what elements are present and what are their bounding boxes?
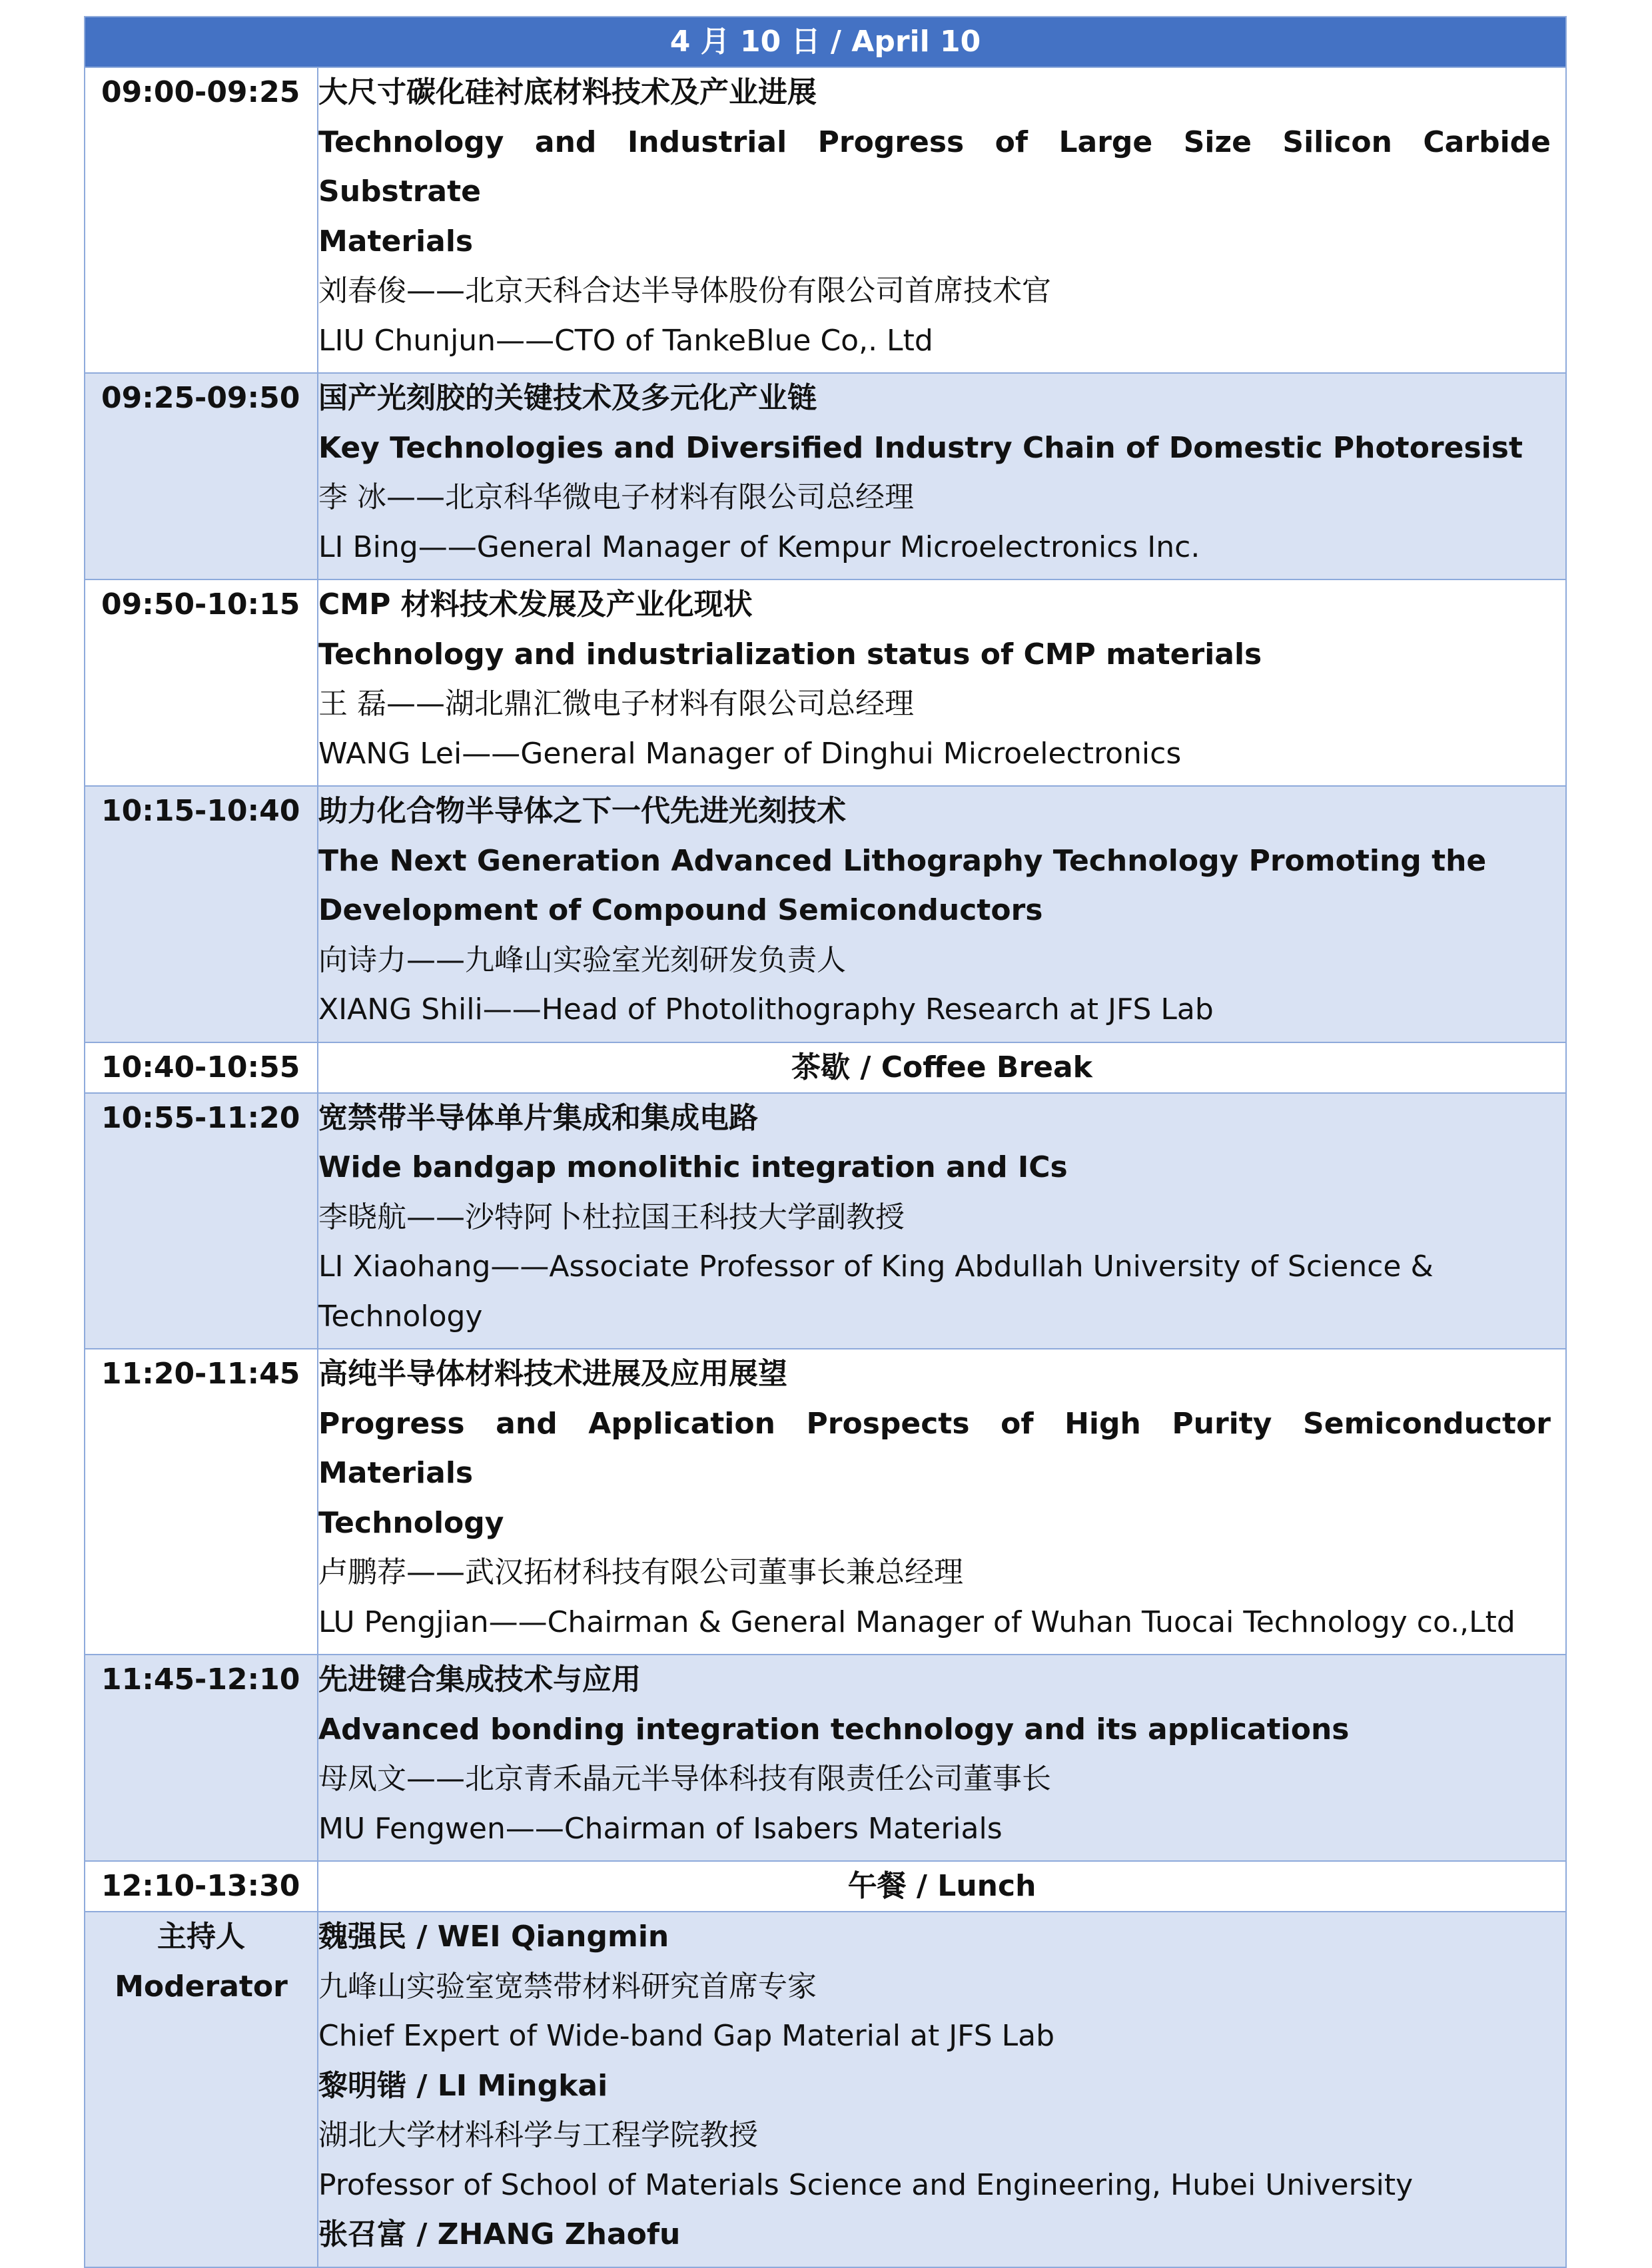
session-title-en: Wide bandgap monolithic integration and ICs <box>318 1150 1068 1184</box>
session-content <box>318 1349 1566 1655</box>
break-time: 10:40-10:55 <box>85 1042 318 1093</box>
session-title-cn: 国产光刻胶的关键技术及多元化产业链 <box>318 381 817 415</box>
moderator-title-en: Professor of School of Materials Science and Engineering, Hubei University <box>318 2167 1414 2202</box>
session-title-en: Progress and Application Prospects of High Purity Semiconductor Materials <box>318 1406 1551 1490</box>
session-title-en-cont: Development of Compound Semiconductors <box>318 893 1043 927</box>
session-row <box>85 373 1566 579</box>
session-title-en: Advanced bonding integration technology and its applications <box>318 1712 1350 1746</box>
session-title-en: Technology and industrialization status of CMP materials <box>318 637 1262 671</box>
agenda-table <box>84 16 1567 2268</box>
session-time: 09:25-09:50 <box>85 373 318 579</box>
session-time: 09:00-09:25 <box>85 67 318 373</box>
break-row <box>85 1861 1566 1912</box>
moderator-label-en: Moderator <box>115 1969 288 2004</box>
speaker-en: XIANG Shili——Head of Photolithography Research at JFS Lab <box>318 992 1214 1026</box>
session-title-cn: 助力化合物半导体之下一代先进光刻技术 <box>318 794 846 828</box>
speaker-cn: 刘春俊——北京天科合达半导体股份有限公司首席技术官 <box>318 274 1051 308</box>
session-title-cn: 宽禁带半导体单片集成和集成电路 <box>318 1100 758 1135</box>
speaker-en: LU Pengjian——Chairman & General Manager of Wuhan Tuocai Technology co.,Ltd <box>318 1605 1515 1639</box>
session-row <box>85 67 1566 373</box>
moderator-row <box>85 1912 1566 2267</box>
speaker-cn: 李晓航——沙特阿卜杜拉国王科技大学副教授 <box>318 1200 905 1234</box>
session-title-en: Key Technologies and Diversified Industry Chain of Domestic Photoresist <box>318 430 1523 465</box>
speaker-cn: 母凤文——北京青禾晶元半导体科技有限责任公司董事长 <box>318 1762 1051 1796</box>
session-time: 10:15-10:40 <box>85 786 318 1042</box>
session-row <box>85 1349 1566 1655</box>
session-title-cn: 大尺寸碳化硅衬底材料技术及产业进展 <box>318 75 817 109</box>
speaker-en: LIU Chunjun——CTO of TankeBlue Co,. Ltd <box>318 323 933 358</box>
session-content <box>318 1093 1566 1349</box>
session-title-en-cont: Materials <box>318 224 474 258</box>
session-time: 09:50-10:15 <box>85 579 318 786</box>
session-time: 11:45-12:10 <box>85 1655 318 1861</box>
session-content <box>318 1655 1566 1861</box>
speaker-en: LI Xiaohang——Associate Professor of King Abdullah University of Science & <box>318 1250 1434 1284</box>
session-content <box>318 67 1566 373</box>
speaker-cn: 李 冰——北京科华微电子材料有限公司总经理 <box>318 480 914 514</box>
moderator-name: 张召富 / ZHANG Zhaofu <box>318 2217 681 2251</box>
speaker-cn: 向诗力——九峰山实验室光刻研发负责人 <box>318 943 846 977</box>
moderator-label-cn: 主持人 <box>157 1920 245 1954</box>
speaker-en: WANG Lei——General Manager of Dinghui Microelectronics <box>318 736 1182 771</box>
moderator-title-en: Chief Expert of Wide-band Gap Material at JFS Lab <box>318 2019 1055 2053</box>
session-title-cn: 高纯半导体材料技术进展及应用展望 <box>318 1357 787 1391</box>
session-time: 10:55-11:20 <box>85 1093 318 1349</box>
break-time: 12:10-13:30 <box>85 1861 318 1912</box>
session-content <box>318 786 1566 1042</box>
session-time: 11:20-11:45 <box>85 1349 318 1655</box>
moderator-name: 魏强民 / WEI Qiangmin <box>318 1920 669 1954</box>
date-header: 4 月 10 日 / April 10 <box>85 17 1566 67</box>
session-row <box>85 1093 1566 1349</box>
speaker-en-cont: Technology <box>318 1299 483 1333</box>
speaker-cn: 王 磊——湖北鼎汇微电子材料有限公司总经理 <box>318 687 914 721</box>
speaker-en: LI Bing——General Manager of Kempur Microelectronics Inc. <box>318 530 1200 564</box>
session-content <box>318 373 1566 579</box>
break-label: 茶歇 / Coffee Break <box>318 1042 1566 1093</box>
session-row <box>85 786 1566 1042</box>
moderator-title-cn: 九峰山实验室宽禁带材料研究首席专家 <box>318 1969 817 2004</box>
speaker-cn: 卢鹏荐——武汉拓材科技有限公司董事长兼总经理 <box>318 1555 963 1589</box>
speaker-en: MU Fengwen——Chairman of Isabers Materials <box>318 1811 1003 1846</box>
break-row <box>85 1042 1566 1093</box>
session-title-en: Technology and Industrial Progress of Large Size Silicon Carbide Substrate <box>318 125 1551 208</box>
session-title-cn: 先进键合集成技术与应用 <box>318 1663 641 1697</box>
session-row <box>85 1655 1566 1861</box>
session-title-cn: CMP 材料技术发展及产业化现状 <box>318 587 753 621</box>
session-title-en: The Next Generation Advanced Lithography Technology Promoting the <box>318 843 1487 878</box>
moderator-list <box>318 1912 1566 2267</box>
moderator-label <box>85 1912 318 2267</box>
moderator-name: 黎明锴 / LI Mingkai <box>318 2068 608 2103</box>
moderator-title-cn: 湖北大学材料科学与工程学院教授 <box>318 2118 758 2152</box>
session-content <box>318 579 1566 786</box>
session-row <box>85 579 1566 786</box>
session-title-en-cont: Technology <box>318 1505 504 1540</box>
break-label: 午餐 / Lunch <box>318 1861 1566 1912</box>
